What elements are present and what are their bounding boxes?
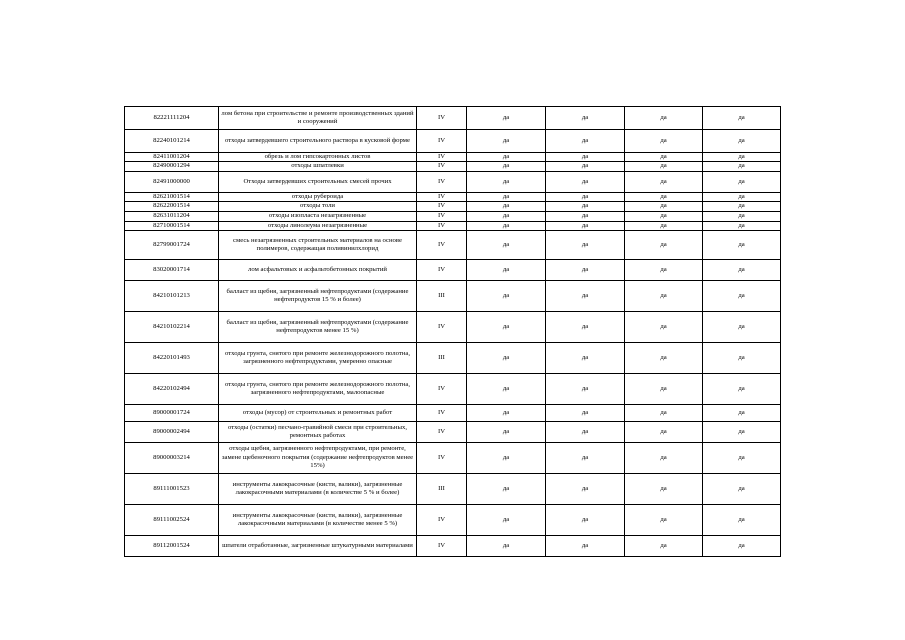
hazard-class-cell: III <box>417 343 467 374</box>
waste-name-cell: обрезь и лом гипсокартонных листов <box>219 153 417 162</box>
flag-cell-1: да <box>467 312 546 343</box>
flag-cell-1: да <box>467 211 546 221</box>
flag-cell-4: да <box>703 153 781 162</box>
flag-cell-4: да <box>703 211 781 221</box>
table-row <box>125 374 781 405</box>
flag-cell-4: да <box>703 107 781 130</box>
flag-cell-3: да <box>625 474 703 505</box>
waste-code-cell: 84210101213 <box>125 281 219 312</box>
flag-cell-3: да <box>625 130 703 153</box>
waste-code-cell: 82622001514 <box>125 202 219 211</box>
waste-code-cell: 82490001294 <box>125 162 219 171</box>
table-row <box>125 422 781 443</box>
waste-code-cell: 89000003214 <box>125 443 219 474</box>
flag-cell-2: да <box>546 153 625 162</box>
waste-table <box>124 106 781 557</box>
table-row <box>125 153 781 162</box>
hazard-class-cell: IV <box>417 192 467 201</box>
flag-cell-2: да <box>546 171 625 192</box>
flag-cell-2: да <box>546 281 625 312</box>
flag-cell-4: да <box>703 130 781 153</box>
flag-cell-4: да <box>703 281 781 312</box>
hazard-class-cell: IV <box>417 202 467 211</box>
table-row <box>125 107 781 130</box>
waste-code-cell: 82221111204 <box>125 107 219 130</box>
flag-cell-4: да <box>703 221 781 230</box>
flag-cell-3: да <box>625 374 703 405</box>
waste-code-cell: 82621001514 <box>125 192 219 201</box>
table-row <box>125 171 781 192</box>
hazard-class-cell: IV <box>417 171 467 192</box>
flag-cell-3: да <box>625 281 703 312</box>
table-row <box>125 211 781 221</box>
waste-name-cell: отходы линолеума незагрязненные <box>219 221 417 230</box>
flag-cell-2: да <box>546 202 625 211</box>
waste-name-cell: отходы толи <box>219 202 417 211</box>
waste-code-cell: 84220102494 <box>125 374 219 405</box>
waste-code-cell: 84210102214 <box>125 312 219 343</box>
flag-cell-3: да <box>625 162 703 171</box>
flag-cell-4: да <box>703 474 781 505</box>
flag-cell-1: да <box>467 474 546 505</box>
flag-cell-4: да <box>703 443 781 474</box>
flag-cell-2: да <box>546 536 625 557</box>
flag-cell-2: да <box>546 374 625 405</box>
flag-cell-3: да <box>625 443 703 474</box>
table-row <box>125 162 781 171</box>
flag-cell-1: да <box>467 405 546 422</box>
table-row <box>125 202 781 211</box>
waste-name-cell: смесь незагрязненных строительных материалов на основе полимеров, содержащая поливинилхлорид <box>219 231 417 260</box>
flag-cell-1: да <box>467 281 546 312</box>
hazard-class-cell: IV <box>417 211 467 221</box>
table-row <box>125 130 781 153</box>
flag-cell-3: да <box>625 505 703 536</box>
waste-code-cell: 84220101493 <box>125 343 219 374</box>
waste-code-cell: 82631011204 <box>125 211 219 221</box>
flag-cell-1: да <box>467 536 546 557</box>
table-row <box>125 221 781 230</box>
waste-code-cell: 89112001524 <box>125 536 219 557</box>
waste-code-cell: 89111002524 <box>125 505 219 536</box>
table-row <box>125 260 781 281</box>
waste-name-cell: инструменты лакокрасочные (кисти, валики), загрязненные лакокрасочными материалами (в количестве 5 % и более) <box>219 474 417 505</box>
flag-cell-3: да <box>625 536 703 557</box>
table-row <box>125 405 781 422</box>
hazard-class-cell: III <box>417 474 467 505</box>
flag-cell-2: да <box>546 474 625 505</box>
waste-name-cell: отходы грунта, снятого при ремонте железнодорожного полотна, загрязненного нефтепродуктами, малоопасные <box>219 374 417 405</box>
hazard-class-cell: IV <box>417 162 467 171</box>
flag-cell-4: да <box>703 231 781 260</box>
flag-cell-2: да <box>546 231 625 260</box>
hazard-class-cell: IV <box>417 405 467 422</box>
waste-code-cell: 89000001724 <box>125 405 219 422</box>
flag-cell-1: да <box>467 260 546 281</box>
flag-cell-2: да <box>546 260 625 281</box>
waste-code-cell: 82240101214 <box>125 130 219 153</box>
flag-cell-1: да <box>467 443 546 474</box>
flag-cell-1: да <box>467 221 546 230</box>
flag-cell-3: да <box>625 192 703 201</box>
flag-cell-3: да <box>625 422 703 443</box>
flag-cell-2: да <box>546 443 625 474</box>
table-row <box>125 192 781 201</box>
waste-name-cell: Отходы затвердевших строительных смесей прочих <box>219 171 417 192</box>
flag-cell-2: да <box>546 107 625 130</box>
waste-code-cell: 89000002494 <box>125 422 219 443</box>
waste-name-cell: отходы (остатки) песчано-гравийной смеси при строительных, ремонтных работах <box>219 422 417 443</box>
hazard-class-cell: IV <box>417 505 467 536</box>
waste-name-cell: балласт из щебня, загрязненный нефтепродуктами (содержание нефтепродуктов менее 15 %) <box>219 312 417 343</box>
waste-code-cell: 82411001204 <box>125 153 219 162</box>
flag-cell-1: да <box>467 343 546 374</box>
flag-cell-2: да <box>546 211 625 221</box>
waste-table-body <box>125 107 781 557</box>
waste-code-cell: 83020001714 <box>125 260 219 281</box>
flag-cell-1: да <box>467 231 546 260</box>
waste-name-cell: шпатели отработанные, загрязненные штукатурными материалами <box>219 536 417 557</box>
waste-code-cell: 82710001514 <box>125 221 219 230</box>
table-row <box>125 343 781 374</box>
flag-cell-1: да <box>467 202 546 211</box>
flag-cell-1: да <box>467 153 546 162</box>
table-row <box>125 536 781 557</box>
flag-cell-1: да <box>467 130 546 153</box>
hazard-class-cell: IV <box>417 312 467 343</box>
flag-cell-3: да <box>625 153 703 162</box>
table-row <box>125 505 781 536</box>
flag-cell-1: да <box>467 171 546 192</box>
flag-cell-3: да <box>625 231 703 260</box>
waste-name-cell: отходы грунта, снятого при ремонте железнодорожного полотна, загрязненного нефтепродуктами, умеренно опасные <box>219 343 417 374</box>
flag-cell-3: да <box>625 171 703 192</box>
flag-cell-1: да <box>467 162 546 171</box>
waste-name-cell: лом бетона при строительстве и ремонте производственных зданий и сооружений <box>219 107 417 130</box>
flag-cell-1: да <box>467 107 546 130</box>
flag-cell-4: да <box>703 422 781 443</box>
flag-cell-4: да <box>703 374 781 405</box>
waste-name-cell: лом асфальтовых и асфальтобетонных покрытий <box>219 260 417 281</box>
waste-name-cell: отходы рубероида <box>219 192 417 201</box>
flag-cell-4: да <box>703 162 781 171</box>
flag-cell-2: да <box>546 312 625 343</box>
flag-cell-4: да <box>703 405 781 422</box>
waste-name-cell: отходы щебня, загрязненного нефтепродуктами, при ремонте, замене щебеночного покрытия (содержание нефтепродуктов менее 15%) <box>219 443 417 474</box>
hazard-class-cell: III <box>417 281 467 312</box>
hazard-class-cell: IV <box>417 231 467 260</box>
flag-cell-4: да <box>703 171 781 192</box>
waste-code-cell: 82799001724 <box>125 231 219 260</box>
flag-cell-3: да <box>625 221 703 230</box>
table-row <box>125 231 781 260</box>
waste-name-cell: отходы шпатлевки <box>219 162 417 171</box>
flag-cell-2: да <box>546 422 625 443</box>
flag-cell-4: да <box>703 260 781 281</box>
flag-cell-3: да <box>625 107 703 130</box>
hazard-class-cell: IV <box>417 536 467 557</box>
hazard-class-cell: IV <box>417 260 467 281</box>
table-row <box>125 474 781 505</box>
table-row <box>125 281 781 312</box>
waste-code-cell: 82491000000 <box>125 171 219 192</box>
waste-name-cell: инструменты лакокрасочные (кисти, валики), загрязненные лакокрасочными материалами (в количестве менее 5 %) <box>219 505 417 536</box>
flag-cell-2: да <box>546 130 625 153</box>
flag-cell-1: да <box>467 422 546 443</box>
waste-name-cell: отходы затвердевшего строительного раствора в кусковой форме <box>219 130 417 153</box>
flag-cell-3: да <box>625 343 703 374</box>
hazard-class-cell: IV <box>417 221 467 230</box>
flag-cell-3: да <box>625 260 703 281</box>
flag-cell-4: да <box>703 505 781 536</box>
hazard-class-cell: IV <box>417 422 467 443</box>
hazard-class-cell: IV <box>417 443 467 474</box>
flag-cell-2: да <box>546 405 625 422</box>
waste-code-cell: 89111001523 <box>125 474 219 505</box>
flag-cell-4: да <box>703 312 781 343</box>
flag-cell-1: да <box>467 505 546 536</box>
flag-cell-4: да <box>703 536 781 557</box>
waste-name-cell: отходы (мусор) от строительных и ремонтных работ <box>219 405 417 422</box>
flag-cell-1: да <box>467 192 546 201</box>
hazard-class-cell: IV <box>417 374 467 405</box>
flag-cell-2: да <box>546 343 625 374</box>
flag-cell-4: да <box>703 192 781 201</box>
flag-cell-3: да <box>625 312 703 343</box>
flag-cell-3: да <box>625 211 703 221</box>
waste-name-cell: балласт из щебня, загрязненный нефтепродуктами (содержание нефтепродуктов 15 % и более) <box>219 281 417 312</box>
flag-cell-3: да <box>625 405 703 422</box>
flag-cell-4: да <box>703 202 781 211</box>
flag-cell-2: да <box>546 505 625 536</box>
waste-name-cell: отходы изопласта незагрязненные <box>219 211 417 221</box>
table-row <box>125 312 781 343</box>
flag-cell-2: да <box>546 162 625 171</box>
flag-cell-2: да <box>546 192 625 201</box>
hazard-class-cell: IV <box>417 130 467 153</box>
flag-cell-1: да <box>467 374 546 405</box>
hazard-class-cell: IV <box>417 153 467 162</box>
flag-cell-2: да <box>546 221 625 230</box>
flag-cell-3: да <box>625 202 703 211</box>
table-row <box>125 443 781 474</box>
hazard-class-cell: IV <box>417 107 467 130</box>
flag-cell-4: да <box>703 343 781 374</box>
